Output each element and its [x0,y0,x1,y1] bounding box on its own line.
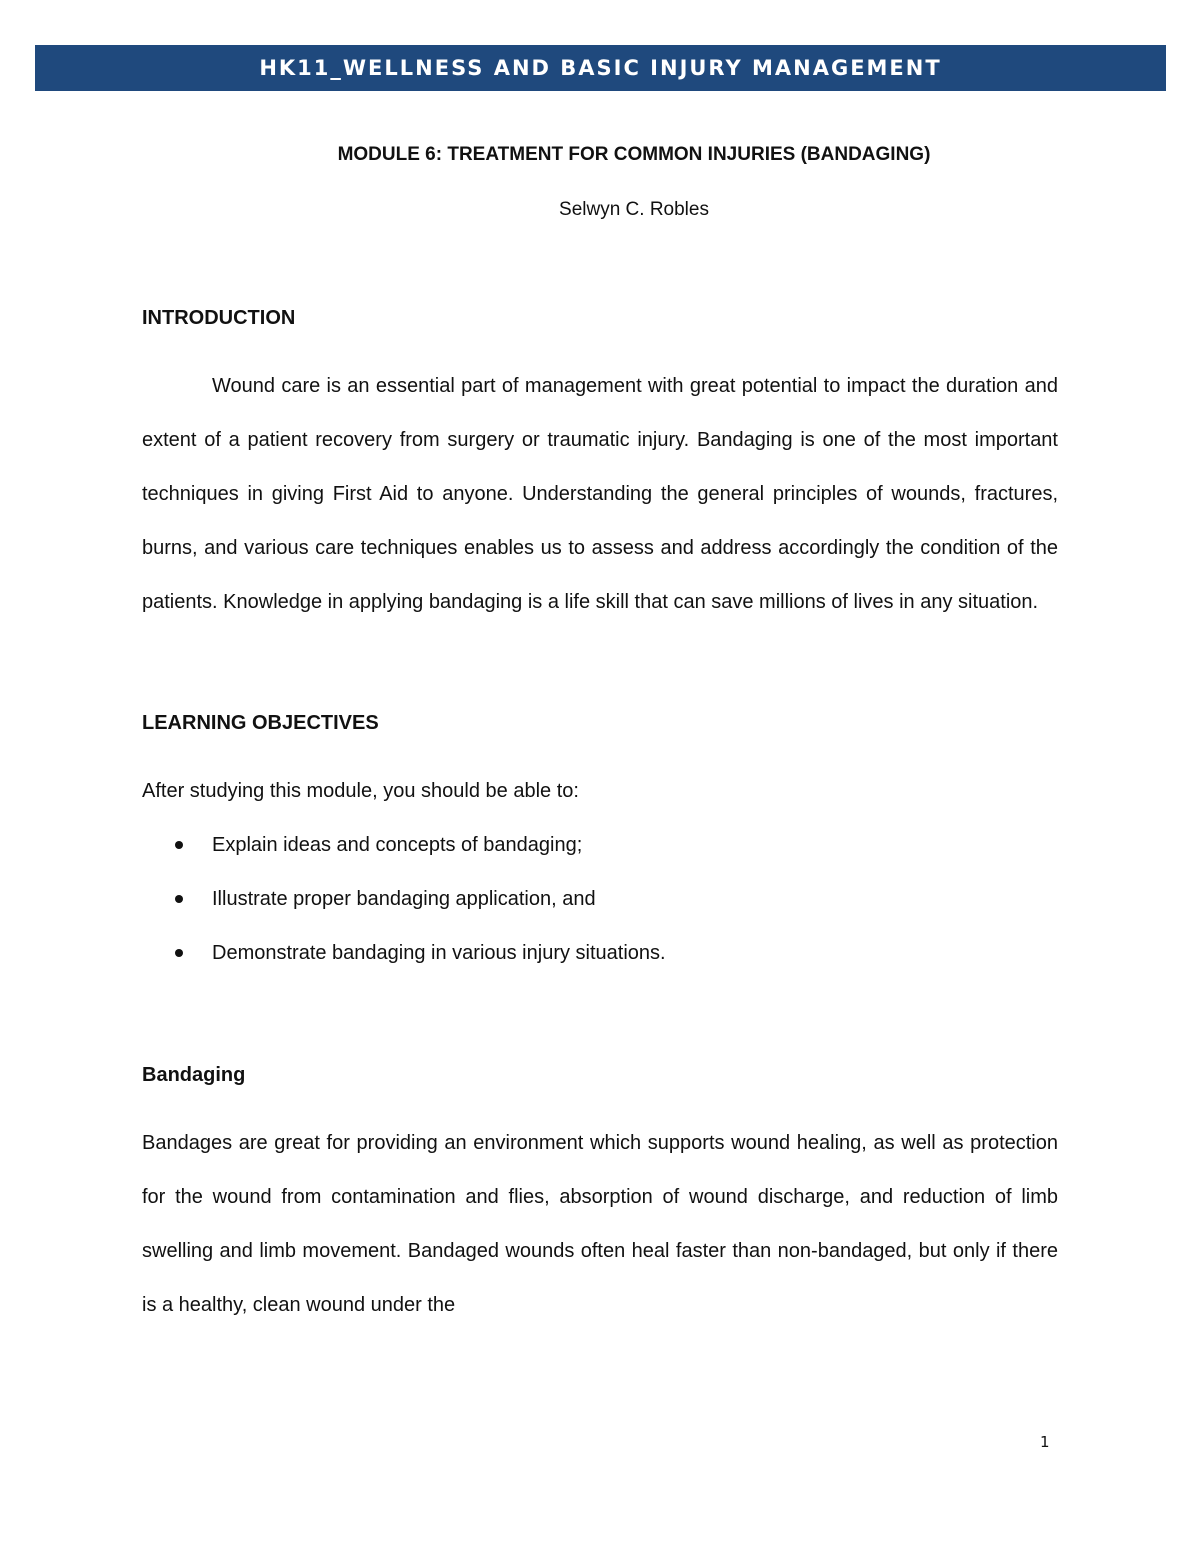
document-body [142,305,1058,1332]
list-item-text: Explain ideas and concepts of bandaging; [212,834,583,856]
list-item-text: Demonstrate bandaging in various injury situations. [212,942,666,964]
bullet-icon [175,895,183,903]
list-item [142,818,1058,872]
document-header-title: HK11_WELLNESS AND BASIC INJURY MANAGEMENT [259,56,942,80]
module-title: MODULE 6: TREATMENT FOR COMMON INJURIES (BANDAGING) [337,144,931,165]
introduction-heading: INTRODUCTION [142,307,296,329]
author-name: Selwyn C. Robles [559,199,709,220]
bandaging-heading: Bandaging [142,1064,246,1086]
learning-objectives-lead: After studying this module, you should be able to: [142,780,579,802]
introduction-paragraph: Wound care is an essential part of management with great potential to impact the duration and extent of a patient recovery from surgery or traumatic injury. Bandaging is one of the most important techniques in giving First Aid to anyone. Understanding the general principles of wounds, fractures, burns, and various care techniques enables us to assess and address accordingly the condition of the patients. Knowledge in applying bandaging is a life skill that can save millions of lives in any situation. [142,375,1058,613]
document-header-bar [35,45,1166,91]
list-item [142,926,1058,980]
list-item [142,872,1058,926]
learning-objectives-list [142,818,1058,980]
bandaging-paragraph: Bandages are great for providing an environment which supports wound healing, as well as protection for the wound from contamination and flies, absorption of wound discharge, and reduction of limb swelling and limb movement. Bandaged wounds often heal faster than non-bandaged, but only if there is a healthy, clean wound under the [142,1132,1058,1316]
bullet-icon [175,841,183,849]
bullet-icon [175,949,183,957]
learning-objectives-heading: LEARNING OBJECTIVES [142,712,379,734]
page-number: 1 [1040,1433,1050,1451]
list-item-text: Illustrate proper bandaging application, and [212,888,596,910]
